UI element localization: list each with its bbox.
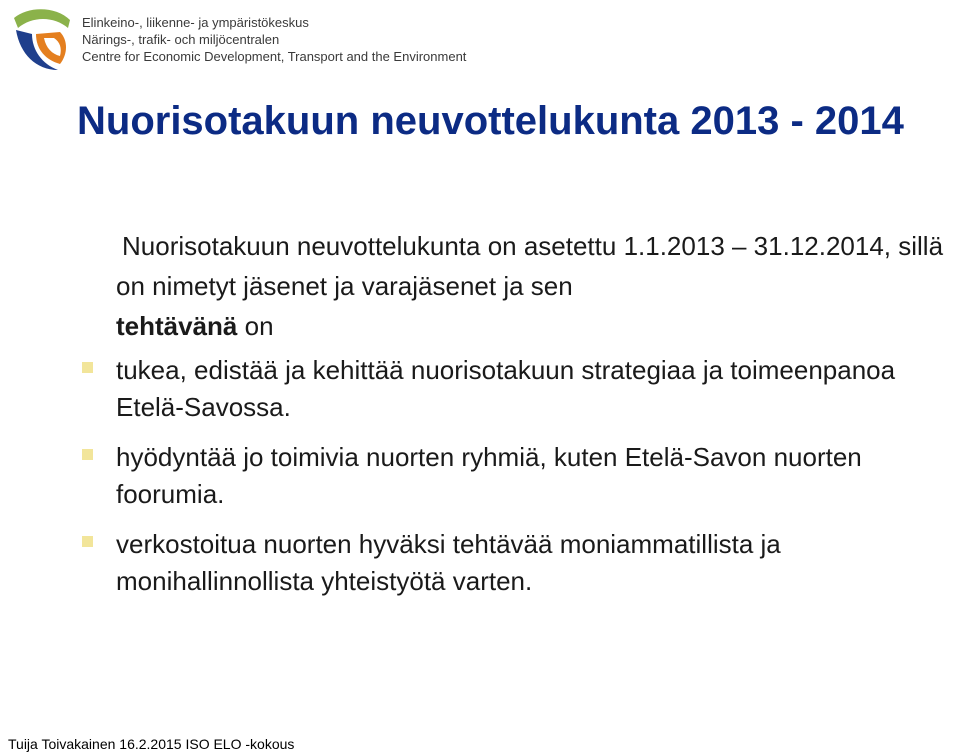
intro-text: Nuorisotakuun neuvottelukunta on asetettu 1.1.2013 – 31.12.2014, sillä on nimetyt jäsenet ja varajäsenet ja sen [116,231,944,301]
organization-name [82,14,466,65]
header [6,4,526,76]
task-list [80,352,960,613]
bullet-square-icon [82,362,93,373]
footer-text: Tuija Toivakainen 16.2.2015 ISO ELO -kokous [8,736,295,752]
org-name-en: Centre for Economic Development, Transport and the Environment [82,49,467,64]
slide-title: Nuorisotakuun neuvottelukunta 2013 - 2014 [77,99,904,143]
list-item-text: tukea, edistää ja kehittää nuorisotakuun strategiaa ja toimeenpanoa Etelä-Savossa. [116,355,896,422]
list-item [80,526,960,600]
list-item-text: verkostoitua nuorten hyväksi tehtävää moniammatillista ja monihallinnollista yhteistyötä varten. [116,529,781,596]
org-name-sv: Närings-, trafik- och miljöcentralen [82,32,280,47]
ely-centre-logo-icon [6,4,76,74]
bullet-square-icon [82,449,93,460]
list-item [80,352,960,426]
list-item [80,439,960,513]
intro-paragraph [116,226,956,346]
org-name-fi: Elinkeino-, liikenne- ja ympäristökeskus [82,15,309,30]
intro-bold-word: tehtävänä [116,311,238,341]
bullet-square-icon [82,536,93,547]
intro-tail: on [244,311,274,341]
list-item-text: hyödyntää jo toimivia nuorten ryhmiä, kuten Etelä-Savon nuorten foorumia. [116,442,862,509]
